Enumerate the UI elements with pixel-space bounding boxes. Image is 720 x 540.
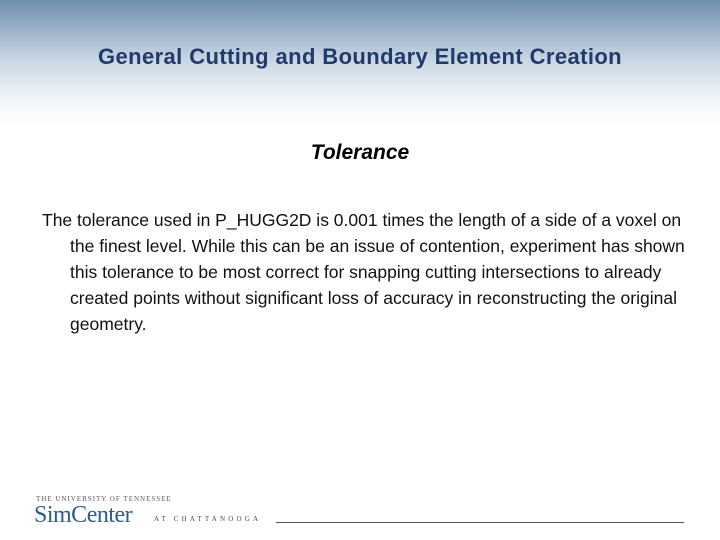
body-paragraph: The tolerance used in P_HUGG2D is 0.001 times the length of a side of a voxel on the finest level. While this can be an issue of contention, experiment has shown this tolerance to be most correct for snapping cutting intersections to already created points without significant loss of accuracy in reconstructing the original geometry. [42, 210, 685, 334]
footer-brand: SimCenter [34, 502, 133, 528]
footer-university: THE UNIVERSITY OF TENNESSEE [36, 495, 172, 503]
footer-campus: AT CHATTANOOGA [154, 515, 262, 523]
slide-title: General Cutting and Boundary Element Creation [97, 44, 623, 69]
slide-subtitle: Tolerance [310, 141, 410, 164]
footer-divider [276, 522, 684, 523]
footer-logo [0, 488, 720, 540]
